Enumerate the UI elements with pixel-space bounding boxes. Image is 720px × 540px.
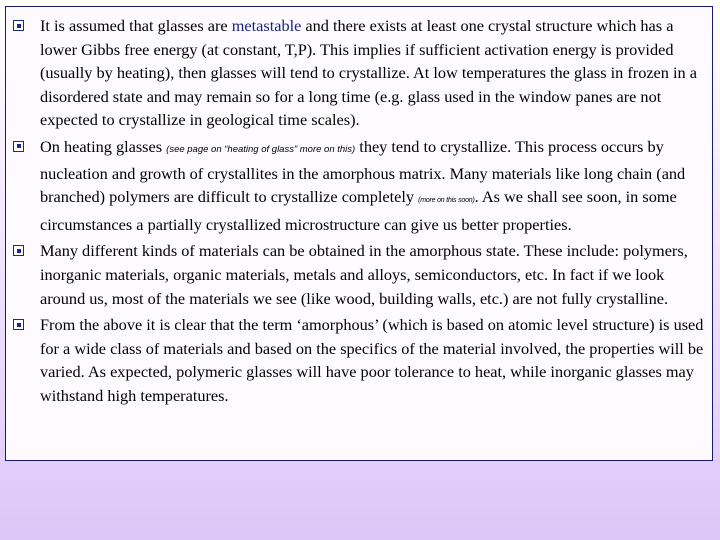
metastable-highlight: metastable bbox=[231, 16, 302, 35]
bullet-2-text-part-2: they tend to crystallize. This process occurs by nucleation and growth of crystallites in the amorphous matrix. Many materials like long chain (and branched) polymers are difficult to crystallize completely bbox=[40, 136, 686, 207]
bullet-1-text-before: It is assumed that glasses are bbox=[40, 16, 232, 35]
square-bullet-icon bbox=[13, 141, 24, 152]
bullet-item-amorphous-term bbox=[13, 313, 706, 407]
bullet-list bbox=[6, 7, 712, 408]
bullet-item-heating bbox=[13, 135, 706, 236]
bullet-1-text-after: and there exists at least one crystal structure which has a lower Gibbs free energy (at constant, T,P). This implies if sufficient activation energy is provided (usually by heating), then glasses will tend to crystallize. At low temperatures the glass in frozen in a disordered state and may remain so for a long time (e.g. glass used in the window panes are not expected to crystallize in geological time scales). bbox=[40, 16, 697, 130]
slide-content-box bbox=[5, 6, 713, 461]
bullet-item-metastable bbox=[13, 14, 706, 132]
square-bullet-icon bbox=[13, 245, 24, 256]
bullet-3-text: Many different kinds of materials can be obtained in the amorphous state. These include: polymers, inorganic materials, organic materials, metals and alloys, semiconductors, etc. In fact if we look around us, most of the materials we see (like wood, building walls, etc.) are not fully crystalline. bbox=[40, 241, 688, 308]
square-bullet-icon bbox=[13, 319, 24, 330]
heating-glass-reference-note: (see page on “heating of glass” more on this) bbox=[166, 143, 356, 155]
bullet-2-text-part-1: On heating glasses bbox=[40, 136, 167, 156]
more-on-this-soon-note: (more on this soon) bbox=[418, 197, 475, 205]
bullet-item-amorphous-materials bbox=[13, 239, 706, 310]
bullet-2-text-part-3: . As we shall see soon, in some circumstances a partially crystallized microstructure can give us better properties. bbox=[40, 187, 677, 234]
bullet-4-text: From the above it is clear that the term ‘amorphous’ (which is based on atomic level structure) is used for a wide class of materials and based on the specifics of the material involved, the properties will be varied. As expected, polymeric glasses will have poor tolerance to heat, while inorganic glasses may withstand high temperatures. bbox=[40, 315, 704, 405]
square-bullet-icon bbox=[13, 20, 24, 31]
